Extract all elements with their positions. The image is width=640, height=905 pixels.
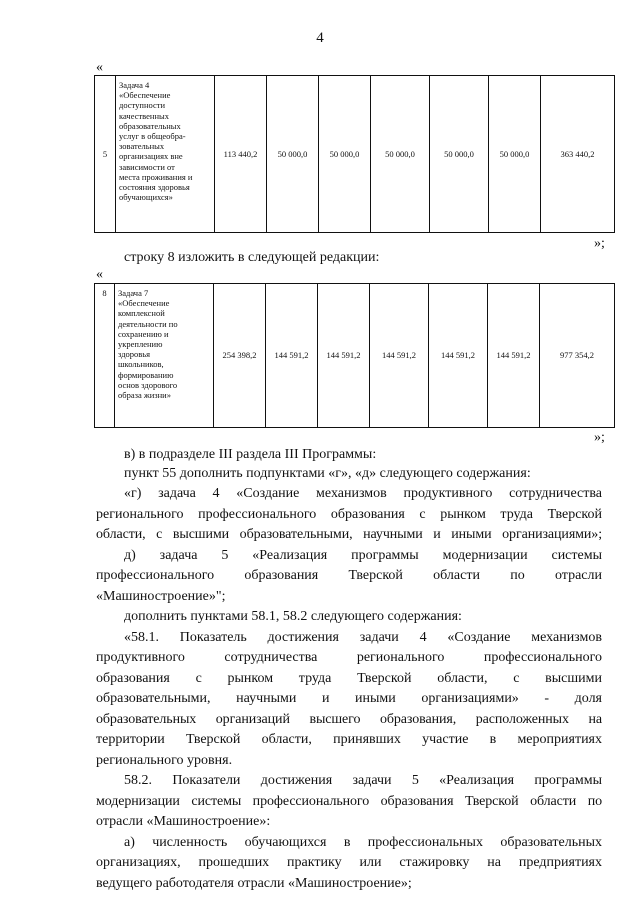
value-cell: 144 591,2 [429,284,488,428]
page-number: 4 [316,30,324,46]
row-number: 8 [95,284,115,428]
table-row [95,76,615,233]
value-cell: 144 591,2 [266,284,318,428]
text-line: дополнить пунктами 58.1, 58.2 следующего содержания: [124,609,462,624]
text-line: области, с высшими образовательными, научными и иными организациями»; [96,527,602,542]
text-line: продуктивного сотрудничества регионального профессионального [96,650,602,665]
task-line: качественных [119,110,169,121]
row-number: 5 [95,76,116,233]
task-line: основ здорового [118,379,178,390]
task-line: «Обеспечение [118,298,170,309]
task-line: зовательных [119,141,165,152]
task-line: сохранению и [118,328,169,339]
task-line: здоровья [118,349,151,360]
task-line: обучающихся» [119,192,173,203]
text-line: отрасли «Машиностроение»: [96,814,271,829]
text-line: «Машиностроение»"; [96,589,226,604]
text-line: ведущего работодателя отрасли «Машиностроение»; [96,876,412,891]
text-line: модернизации системы профессионального образования Тверской области по [96,794,602,809]
task-description [115,284,214,428]
text-line: территории Тверской области, принявших участие в мероприятиях [96,732,602,747]
value-cell: 50 000,0 [319,76,371,233]
instruction-line: строку 8 изложить в следующей редакции: [124,250,380,265]
value-cell: 50 000,0 [430,76,489,233]
table-row [95,284,615,428]
table-task-7 [94,283,615,428]
task-line: доступности [119,100,166,111]
text-line: д) задача 5 «Реализация программы модернизации системы [124,548,602,563]
total-cell: 977 354,2 [540,284,615,428]
task-line: укреплению [118,338,163,349]
value-cell: 50 000,0 [267,76,319,233]
value-cell: 144 591,2 [370,284,429,428]
text-line: профессионального образования Тверской области по отрасли [96,568,602,583]
text-line: в) в подразделе III раздела III Программы: [124,447,377,462]
task-line: услуг в общеобра- [119,130,186,141]
text-line: образования с рынком труда Тверской области, с высшими [96,671,602,686]
task-description [116,76,215,233]
task-line: комплексной [118,308,165,319]
task-line: школьников, [118,359,164,370]
task-line: деятельности по [118,318,178,329]
close-quote: »; [594,430,605,445]
text-line: образовательных организаций высшего образования, расположенных на [96,712,602,727]
open-quote: « [96,60,103,75]
text-line: образовательными, научными и иными организациями» - доля [96,691,602,706]
task-line: Задача 7 [118,288,149,298]
total-cell: 363 440,2 [541,76,615,233]
open-quote: « [96,267,103,282]
close-quote: »; [594,236,605,251]
value-cell: 50 000,0 [489,76,541,233]
task-line: формированию [118,369,174,380]
text-line: организациях, прошедших практику или стажировку на предприятиях [96,855,602,870]
text-line: регионального профессионального образования с рынком труда Тверской [96,507,602,522]
table-task-4 [94,75,615,233]
task-line: места проживания и [119,171,193,182]
task-line: образовательных [119,120,181,131]
value-cell: 50 000,0 [371,76,430,233]
value-cell: 254 398,2 [214,284,266,428]
value-cell: 144 591,2 [318,284,370,428]
task-line: состояния здоровья [119,181,190,192]
value-cell: 144 591,2 [488,284,540,428]
text-line: пункт 55 дополнить подпунктами «г», «д» следующего содержания: [124,466,531,481]
task-line: зависимости от [119,161,175,172]
text-line: «58.1. Показатель достижения задачи 4 «Создание механизмов [124,630,602,645]
value-cell: 113 440,2 [215,76,267,233]
text-line: 58.2. Показатели достижения задачи 5 «Реализация программы [124,773,602,788]
task-line: образа жизни» [118,389,171,400]
task-line: организациях вне [119,151,183,162]
text-line: регионального уровня. [96,753,233,768]
task-line: «Обеспечение [119,90,171,101]
text-line: а) численность обучающихся в профессиональных образовательных [124,835,602,850]
task-line: Задача 4 [119,80,150,90]
text-line: «г) задача 4 «Создание механизмов продуктивного сотрудничества [124,486,602,501]
